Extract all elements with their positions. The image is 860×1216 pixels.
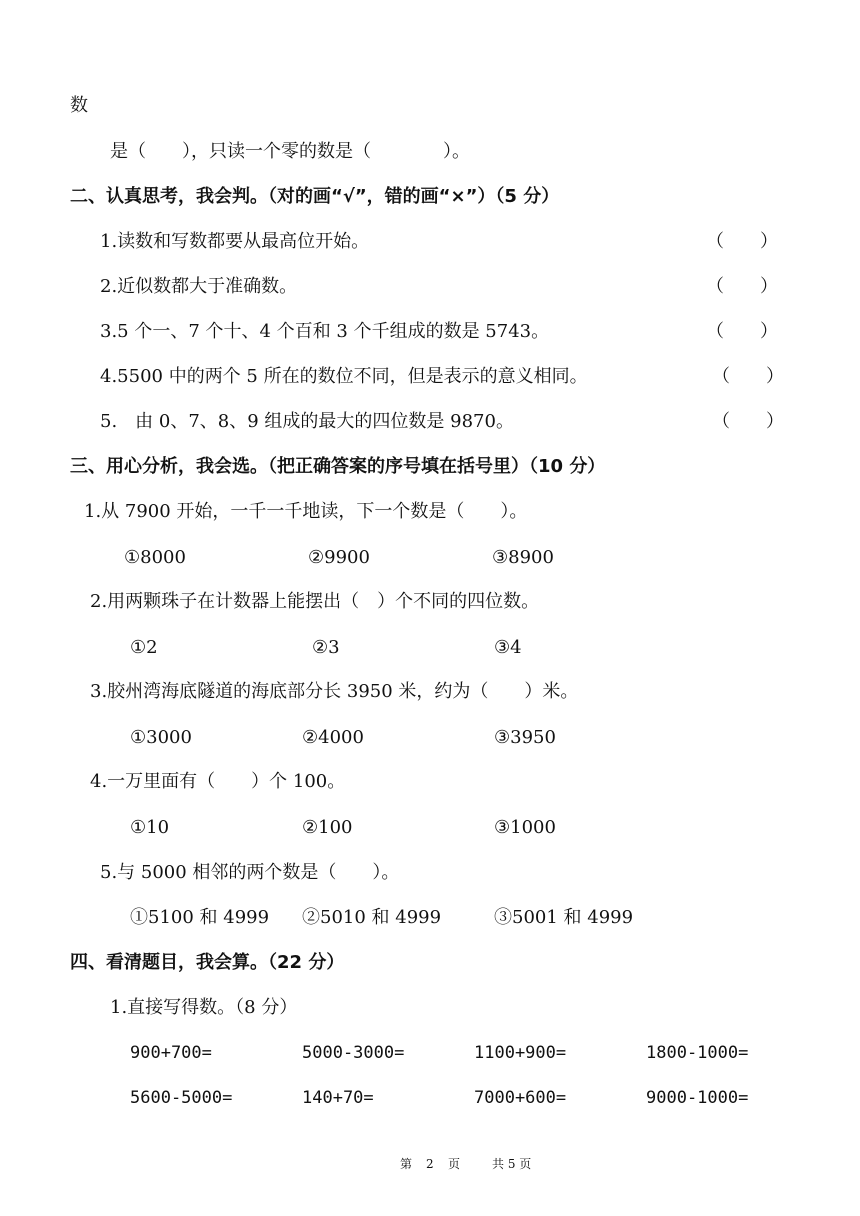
choice-4-option-a: ①10: [130, 817, 170, 838]
choice-1-option-b: ②9900: [308, 547, 370, 568]
choice-question-3: 3.胶州湾海底隧道的海底部分长 3950 米，约为（ ）米。: [90, 681, 579, 702]
choice-5-option-b: ②5010 和 4999: [302, 907, 442, 928]
section-4-sub1: 1.直接写得数。（8 分）: [110, 997, 298, 1018]
choice-4-option-c: ③1000: [494, 817, 556, 838]
choice-1-option-a: ①8000: [124, 547, 186, 568]
judge-item-3: 3.5 个一、7 个十、4 个百和 3 个千组成的数是 5743。: [100, 321, 550, 342]
judge-answer-blank-5: （ ）: [712, 411, 784, 432]
choice-2-option-b: ②3: [312, 637, 340, 658]
choice-question-1: 1.从 7900 开始，一千一千地读，下一个数是（ ）。: [84, 501, 528, 522]
calc-2-2: 140+70=: [302, 1088, 374, 1108]
section-4-heading: 四、看清题目，我会算。（22 分）: [70, 952, 345, 973]
choice-question-2: 2.用两颗珠子在计数器上能摆出（ ）个不同的四位数。: [90, 591, 540, 612]
judge-answer-blank-4: （ ）: [712, 366, 784, 387]
choice-2-option-c: ③4: [494, 637, 522, 658]
footer-total-pages: 共 5 页: [492, 1157, 532, 1171]
footer-page-label-left: 第: [400, 1157, 413, 1171]
judge-answer-blank-3: （ ）: [706, 321, 778, 342]
calc-1-2: 5000-3000=: [302, 1043, 405, 1063]
calc-2-4: 9000-1000=: [646, 1088, 749, 1108]
choice-3-option-c: ③3950: [494, 727, 556, 748]
footer-page-label-right: 页: [448, 1157, 461, 1171]
judge-item-4: 4.5500 中的两个 5 所在的数位不同，但是表示的意义相同。: [100, 366, 588, 387]
judge-item-1: 1.读数和写数都要从最高位开始。: [100, 231, 370, 252]
choice-question-5: 5.与 5000 相邻的两个数是（ ）。: [100, 862, 400, 883]
choice-3-option-b: ②4000: [302, 727, 364, 748]
calc-2-3: 7000+600=: [474, 1088, 567, 1108]
judge-answer-blank-2: （ ）: [706, 276, 778, 297]
footer-page-number: 2: [426, 1157, 434, 1171]
judge-item-2: 2.近似数都大于准确数。: [100, 276, 298, 297]
choice-3-option-a: ①3000: [130, 727, 192, 748]
calc-1-4: 1800-1000=: [646, 1043, 749, 1063]
judge-answer-blank-1: （ ）: [706, 231, 778, 252]
calc-1-1: 900+700=: [130, 1043, 212, 1063]
choice-5-option-c: ③5001 和 4999: [494, 907, 634, 928]
calc-2-1: 5600-5000=: [130, 1088, 233, 1108]
fill-in-line: 是（ ），只读一个零的数是（ ）。: [110, 141, 470, 162]
fragment-char: 数: [70, 95, 88, 116]
choice-4-option-b: ②100: [302, 817, 353, 838]
choice-1-option-c: ③8900: [492, 547, 554, 568]
judge-item-5: 5. 由 0、7、8、9 组成的最大的四位数是 9870。: [100, 411, 514, 432]
choice-5-option-a: ①5100 和 4999: [130, 907, 270, 928]
calc-1-3: 1100+900=: [474, 1043, 567, 1063]
section-2-heading: 二、认真思考，我会判。（对的画“√”，错的画“×”）（5 分）: [70, 186, 560, 207]
section-3-heading: 三、用心分析，我会选。（把正确答案的序号填在括号里）（10 分）: [70, 456, 606, 477]
choice-question-4: 4.一万里面有（ ）个 100。: [90, 771, 346, 792]
choice-2-option-a: ①2: [130, 637, 158, 658]
